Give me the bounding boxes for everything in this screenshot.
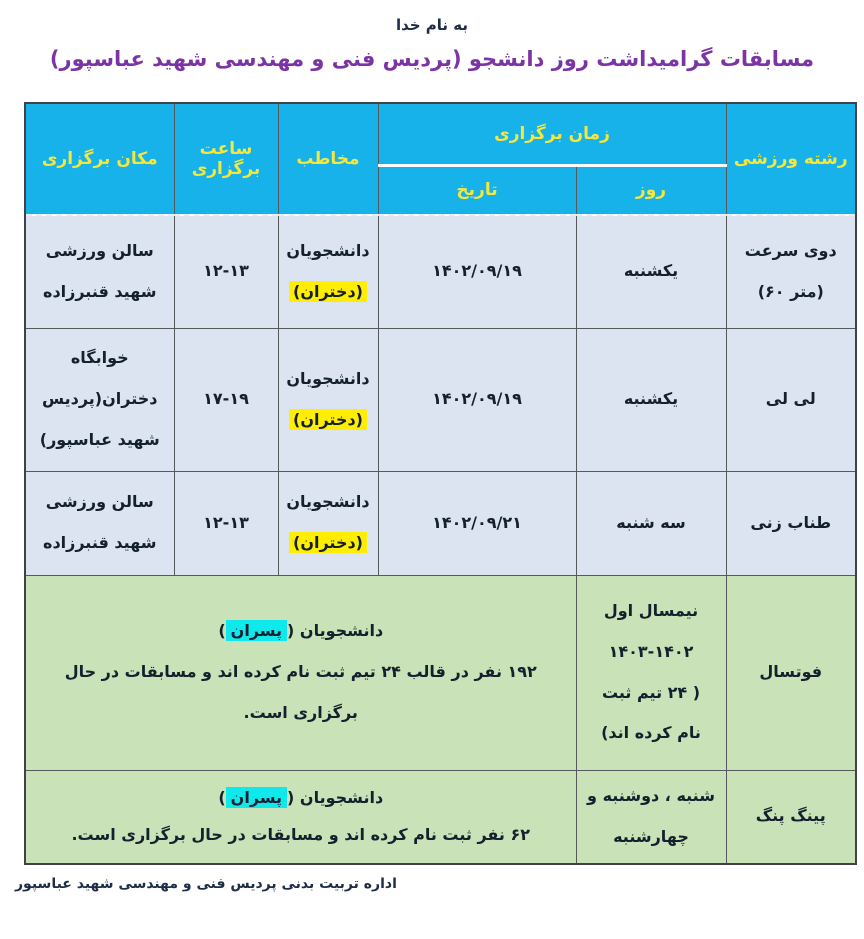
header-hours-line1: ساعت xyxy=(199,139,253,159)
leyley-hours-cell xyxy=(174,328,278,471)
futsal-detail-line2: برگزاری است. xyxy=(243,702,358,722)
sprint-sport-line1: دوی سرعت xyxy=(744,240,837,260)
pingpong-audience-suffix: ) xyxy=(218,787,226,807)
competition-schedule-table xyxy=(24,102,857,865)
sprint-hours-value: ۱۲-۱۳ xyxy=(203,261,249,281)
pingpong-sport-cell: پینگ پنگ xyxy=(726,770,856,864)
futsal-audience-highlight: پسران xyxy=(226,620,287,641)
futsal-audience-prefix: دانشجویان ( xyxy=(287,621,384,641)
leyley-audience-highlight: (دختران) xyxy=(289,409,367,430)
header-date: تاریخ xyxy=(378,165,576,215)
leyley-audience-cell xyxy=(278,328,378,471)
header-hours-line2: برگزاری xyxy=(191,159,261,179)
header-sport: رشته ورزشی xyxy=(726,103,856,215)
sprint-audience-cell xyxy=(278,215,378,328)
row-rope xyxy=(25,471,856,575)
sprint-sport-line2: (۶۰ متر) xyxy=(757,281,824,301)
rope-audience-cell xyxy=(278,471,378,575)
leyley-hours-value: ۱۷-۱۹ xyxy=(203,389,249,409)
row-sprint xyxy=(25,215,856,328)
leyley-location-cell xyxy=(25,328,174,471)
leyley-audience-line1: دانشجویان xyxy=(286,368,370,388)
rope-location-cell xyxy=(25,471,174,575)
pingpong-details-cell xyxy=(25,770,576,864)
sprint-location-line2: شهید قنبرزاده xyxy=(43,281,157,301)
futsal-audience-suffix: ) xyxy=(218,621,226,641)
header-day: روز xyxy=(576,165,726,215)
rope-audience-line1: دانشجویان xyxy=(286,492,370,512)
leyley-date-cell xyxy=(378,328,576,471)
sprint-day-cell: یکشنبه xyxy=(576,215,726,328)
futsal-term-line1: نیمسال اول xyxy=(603,600,699,620)
pingpong-detail-line1: ۶۲ نفر ثبت نام کرده اند و مسابقات در حال برگزاری است. xyxy=(71,824,531,844)
sprint-date-value: ۱۴۰۲/۰۹/۱۹ xyxy=(432,261,522,281)
sprint-audience-line1: دانشجویان xyxy=(286,240,370,260)
futsal-term-line4: نام کرده اند) xyxy=(601,723,701,743)
header-time-group: زمان برگزاری xyxy=(378,103,726,165)
futsal-term-line3: ( ۲۴ تیم ثبت xyxy=(601,682,701,702)
leyley-day-cell: یکشنبه xyxy=(576,328,726,471)
pingpong-audience-highlight: پسران xyxy=(226,787,287,808)
leyley-location-line1: خوابگاه xyxy=(70,348,129,368)
header-hours xyxy=(174,103,278,215)
rope-date-value: ۱۴۰۲/۰۹/۲۱ xyxy=(432,512,522,532)
bismillah-text: به نام خدا xyxy=(395,16,469,34)
sprint-location-cell xyxy=(25,215,174,328)
header-audience: مخاطب xyxy=(278,103,378,215)
leyley-sport-cell: لی لی xyxy=(726,328,856,471)
rope-hours-value: ۱۲-۱۳ xyxy=(203,512,249,532)
pingpong-days-line1: شنبه ، دوشنبه و xyxy=(587,785,715,805)
sprint-audience-highlight: (دختران) xyxy=(289,281,367,302)
rope-location-line2: شهید قنبرزاده xyxy=(43,533,157,552)
rope-audience-highlight: (دختران) xyxy=(289,532,367,553)
row-leyley xyxy=(25,328,856,471)
leyley-location-line3: شهید عباسپور) xyxy=(39,429,160,449)
leyley-date-value: ۱۴۰۲/۰۹/۱۹ xyxy=(432,389,522,409)
rope-date-cell xyxy=(378,471,576,575)
row-pingpong xyxy=(25,770,856,864)
rope-location-line1: سالن ورزشی xyxy=(45,492,154,512)
page-title: مسابقات گرامیداشت روز دانشجو (پردیس فنی و مهندسی شهید عباسپور) xyxy=(49,47,815,71)
sprint-sport-cell xyxy=(726,215,856,328)
pingpong-audience-prefix: دانشجویان ( xyxy=(287,787,384,807)
sprint-hours-cell xyxy=(174,215,278,328)
futsal-detail-line1: ۱۹۲ نفر در قالب ۲۴ تیم ثبت نام کرده اند و مسابقات در حال xyxy=(64,662,537,682)
futsal-term-cell xyxy=(576,575,726,770)
rope-hours-cell xyxy=(174,471,278,575)
leyley-location-line2: دختران(پردیس xyxy=(42,389,158,409)
rope-sport-cell: طناب زنی xyxy=(726,471,856,575)
pingpong-days-cell xyxy=(576,770,726,864)
futsal-details-cell xyxy=(25,575,576,770)
pingpong-days-line2: چهارشنبه xyxy=(613,826,689,846)
footer-note: اداره تربیت بدنی پردیس فنی و مهندسی شهید عباسپور xyxy=(15,876,397,892)
row-futsal xyxy=(25,575,856,770)
header-location: مکان برگزاری xyxy=(25,103,174,215)
sprint-location-line1: سالن ورزشی xyxy=(45,240,154,260)
futsal-term-line2: ۱۴۰۳-۱۴۰۲ xyxy=(608,641,694,661)
table-header xyxy=(25,103,856,215)
futsal-sport-cell: فوتسال xyxy=(726,575,856,770)
sprint-date-cell xyxy=(378,215,576,328)
rope-day-cell: سه شنبه xyxy=(576,471,726,575)
